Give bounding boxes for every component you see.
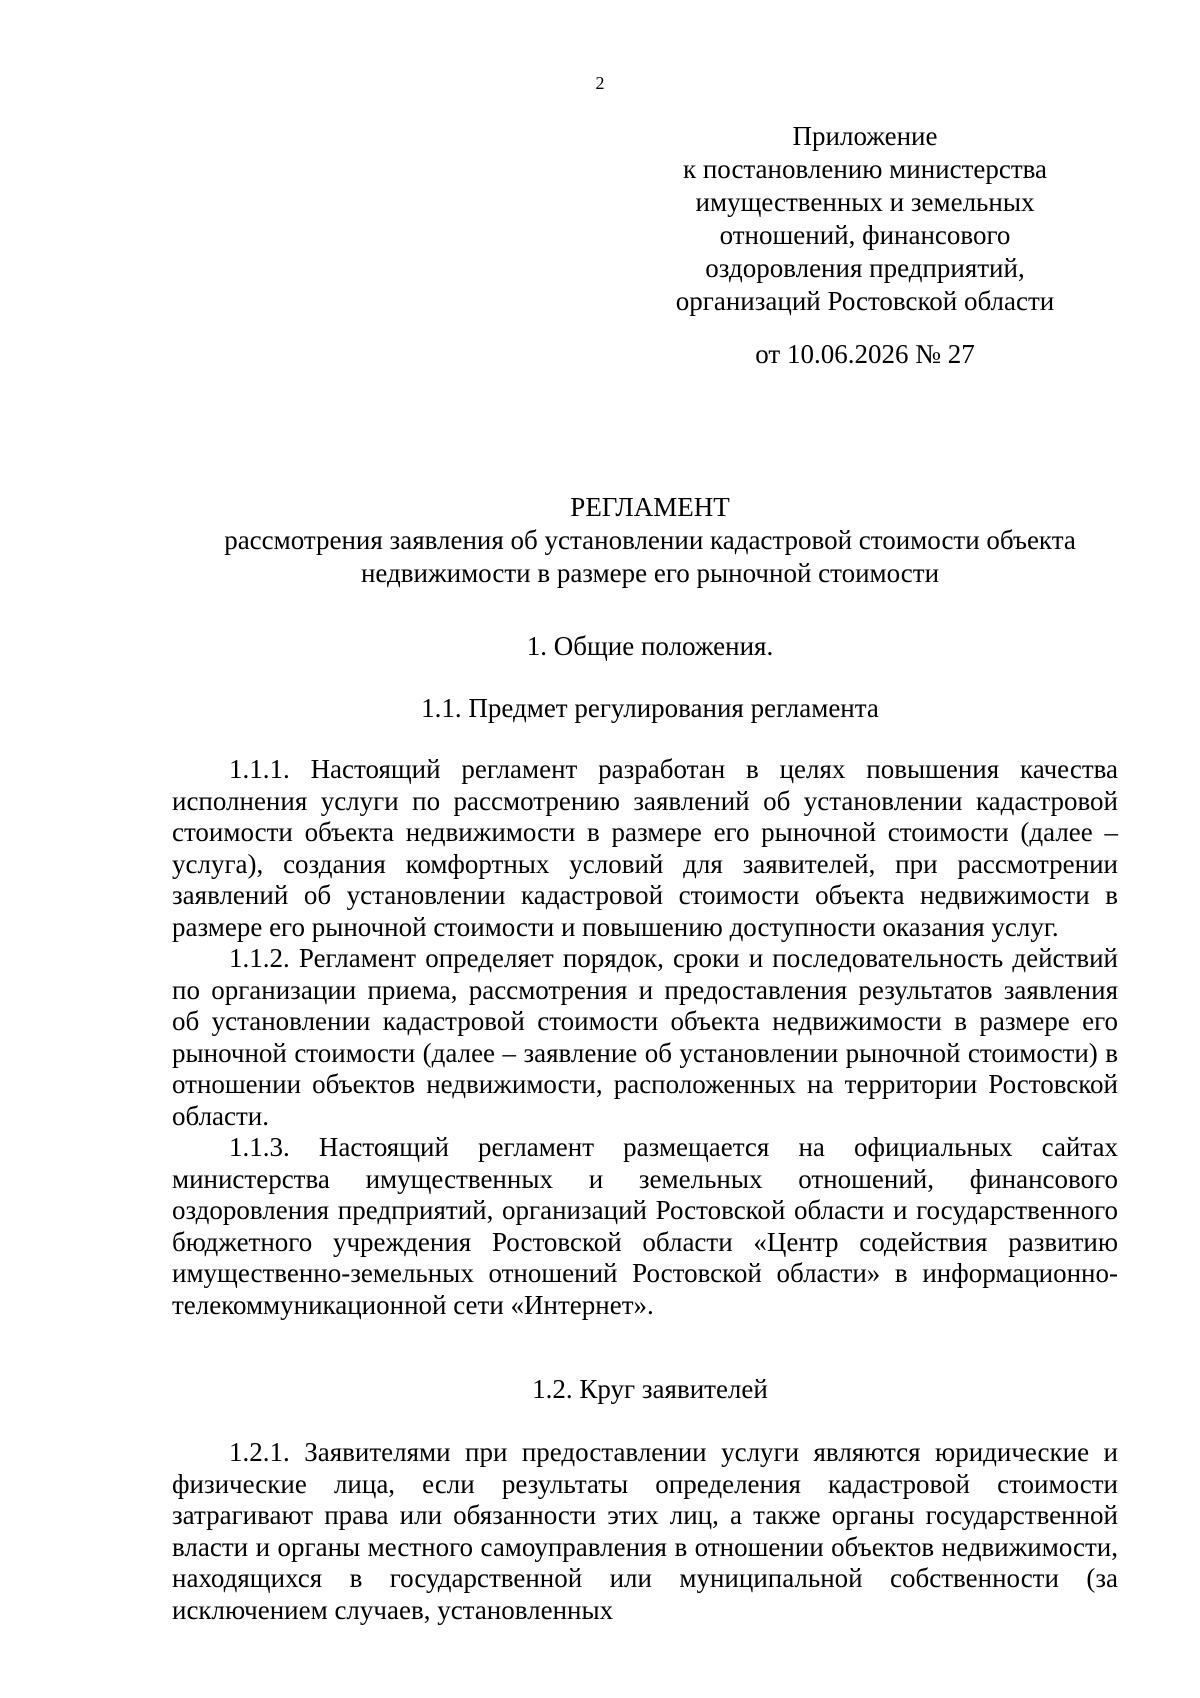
appendix-date: от 10.06.2026 № 27 — [755, 339, 975, 369]
appendix-line: организаций Ростовской области — [675, 286, 1055, 316]
appendix-line: к постановлению министерства — [682, 154, 1048, 184]
document-subtitle-line: недвижимости в размере его рыночной стоимости — [360, 558, 940, 588]
document-subtitle-line: рассмотрения заявления об установлении кадастровой стоимости объекта — [224, 525, 1076, 555]
paragraph-1-1-3: 1.1.3. Настоящий регламент размещается на официальных сайтах министерства имущественных и земельных отношений, финансового оздоровления предприятий, организаций Ростовской области и государственного бюджетного учреждения Ростовской области «Центр содействия развитию имущественно-земельных отношений Ростовской области» в информационно-телекоммуникационной сети «Интернет». — [172, 1132, 1118, 1320]
appendix-line: отношений, финансового — [719, 220, 1011, 250]
document-title-block — [170, 491, 1130, 590]
appendix-line: Приложение — [792, 121, 938, 151]
page-number: 2 — [595, 73, 605, 93]
paragraph-1-2-1: 1.2.1. Заявителями при предоставлении услуги являются юридические и физические лица, если результаты определения кадастровой стоимости затрагивают права или обязанности этих лиц, а также органы государственной власти и органы местного самоуправления в отношении объектов недвижимости, находящихся в государственной или муниципальной собственности (за исключением случаев, установленных — [172, 1437, 1118, 1625]
appendix-line: оздоровления предприятий, — [705, 253, 1025, 283]
body-section-1-1 — [172, 754, 1118, 1321]
section-heading-1-2: 1.2. Круг заявителей — [532, 1374, 768, 1404]
appendix-line: имущественных и земельных — [695, 187, 1035, 217]
appendix-block — [640, 120, 1090, 371]
paragraph-1-1-2: 1.1.2. Регламент определяет порядок, сроки и последовательность действий по организации приема, рассмотрения и предоставления результатов заявления об установлении кадастровой стоимости объекта недвижимости в размере его рыночной стоимости (далее – заявление об установлении рыночной стоимости) в отношении объектов недвижимости, расположенных на территории Ростовской области. — [172, 943, 1118, 1131]
section-heading-1-1: 1.1. Предмет регулирования регламента — [421, 693, 879, 723]
section-heading-1: 1. Общие положения. — [526, 631, 774, 661]
body-section-1-2 — [172, 1437, 1118, 1626]
document-title: РЕГЛАМЕНТ — [570, 492, 730, 522]
paragraph-1-1-1: 1.1.1. Настоящий регламент разработан в целях повышения качества исполнения услуги по рассмотрению заявлений об установлении кадастровой стоимости объекта недвижимости в размере его рыночной стоимости (далее – услуга), создания комфортных условий для заявителей, при рассмотрении заявлений об установлении кадастровой стоимости объекта недвижимости в размере его рыночной стоимости и повышению доступности оказания услуг. — [172, 754, 1118, 942]
